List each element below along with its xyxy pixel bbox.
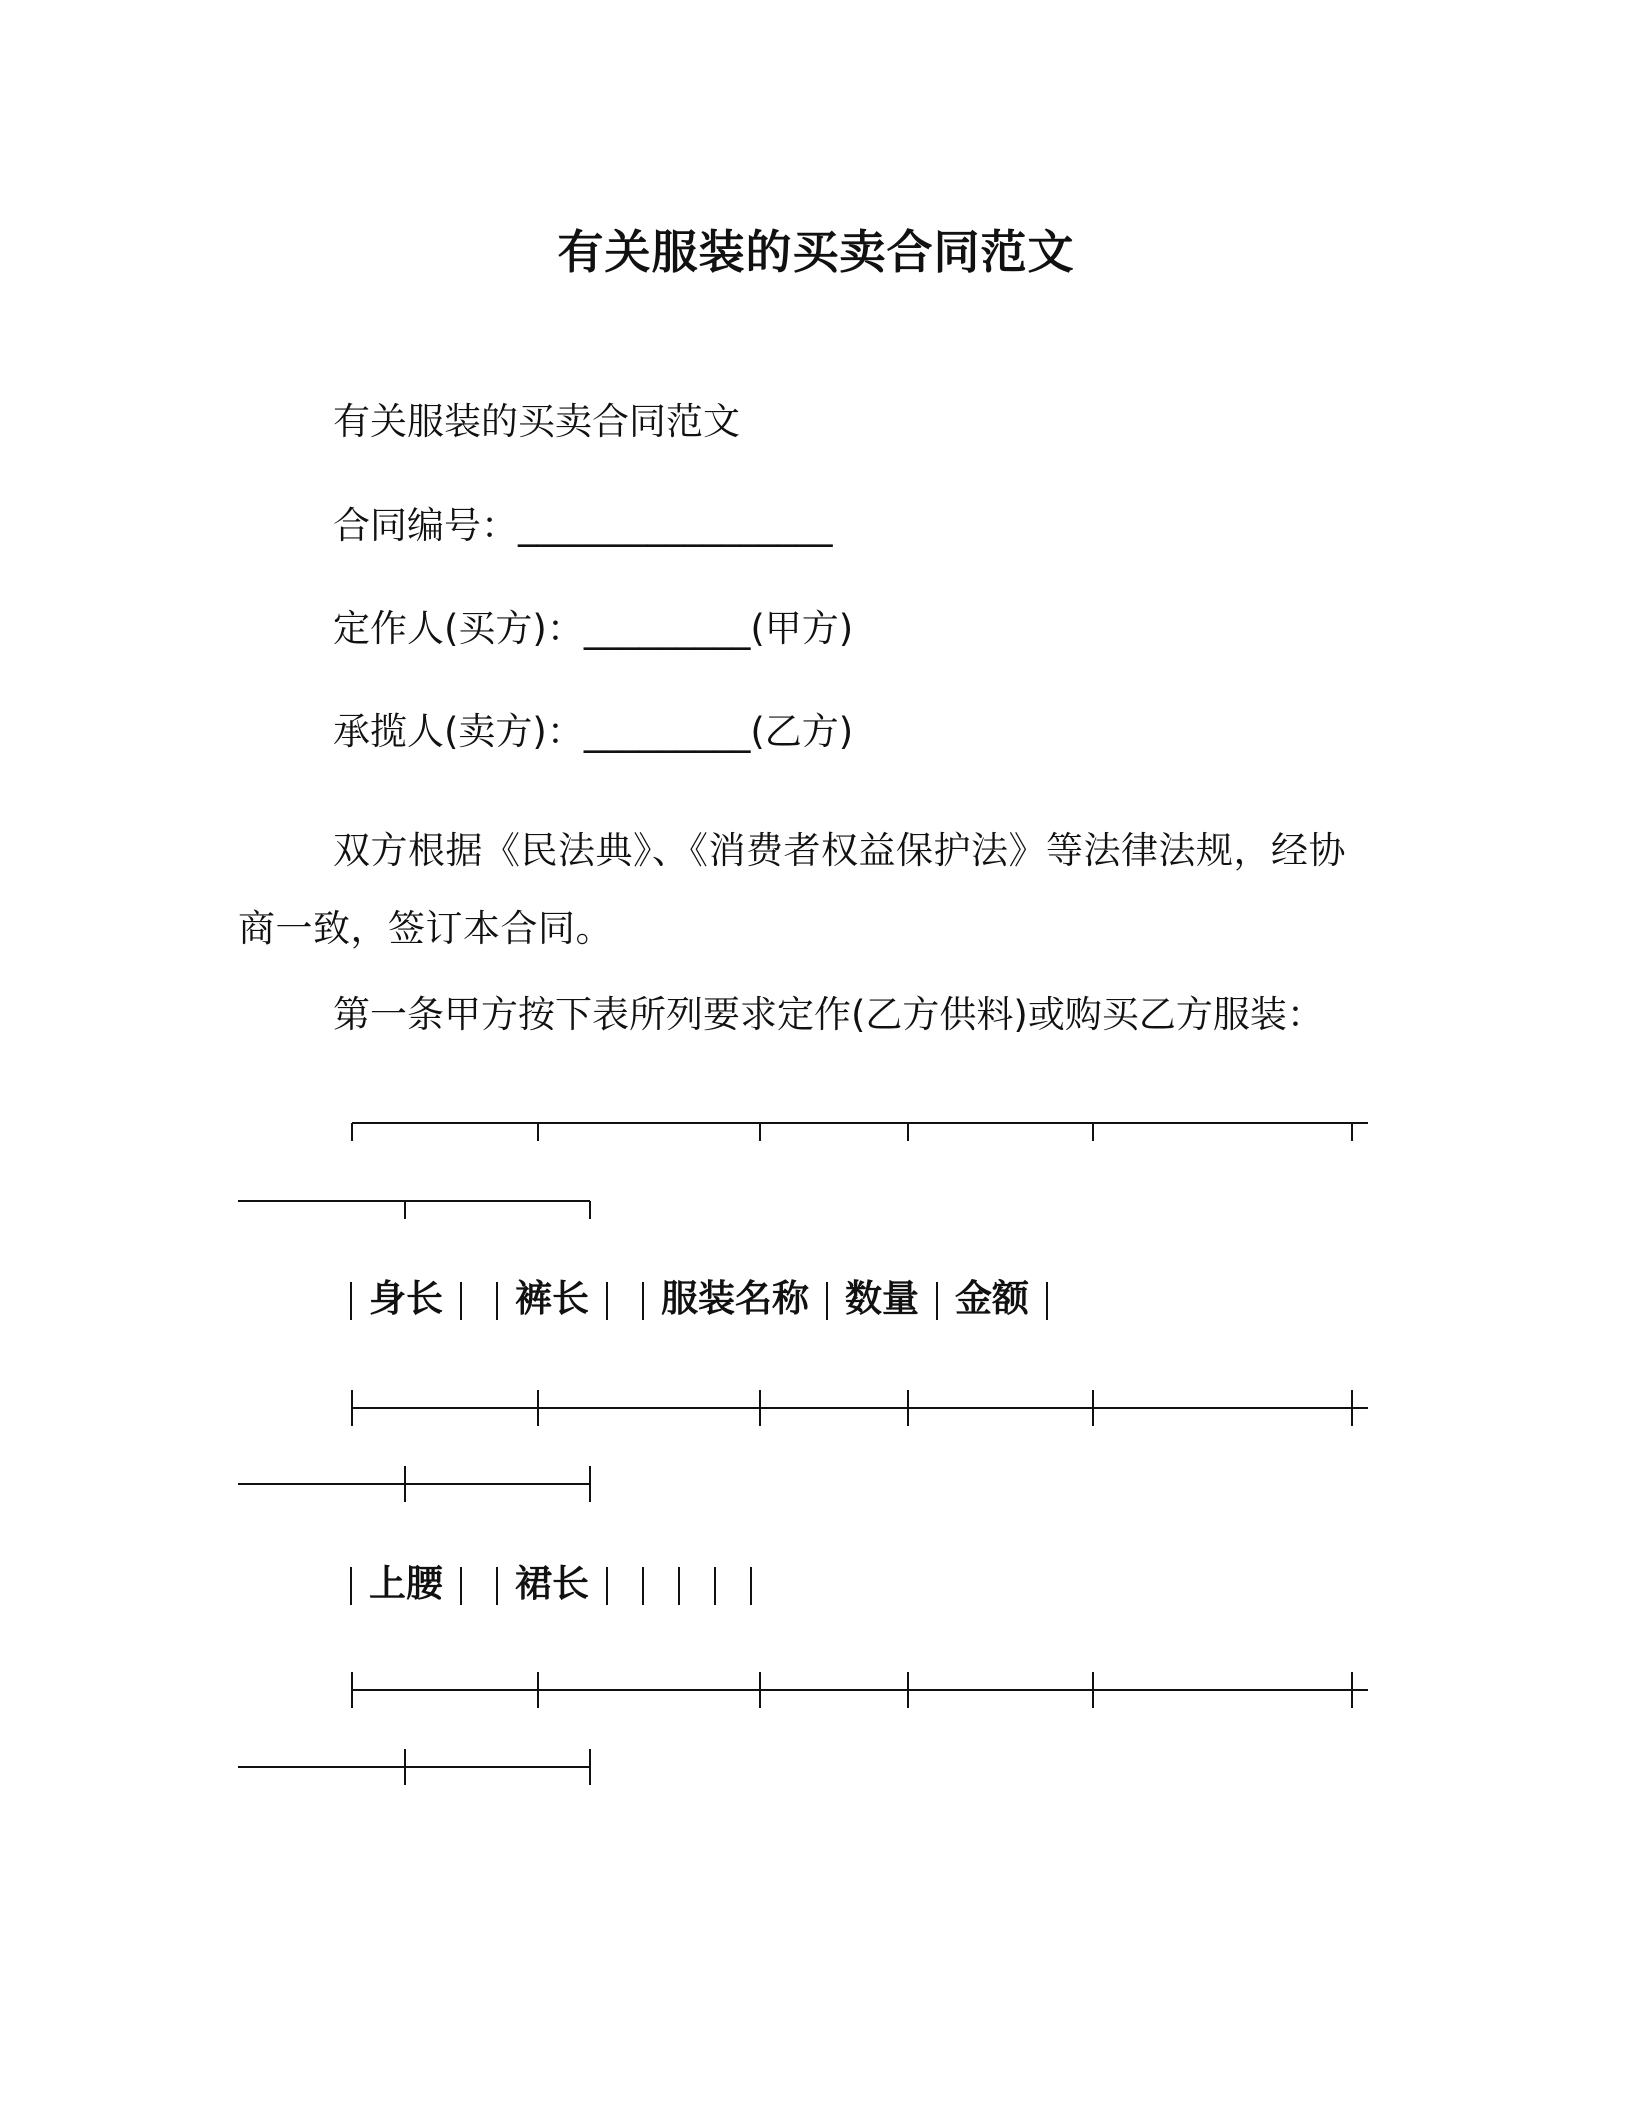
- document-subtitle: 有关服装的买卖合同范文: [333, 400, 740, 443]
- contract-number-label: 合同编号：: [333, 504, 518, 547]
- seller-line: [333, 707, 853, 757]
- cell-divider: [678, 1567, 680, 1605]
- intro-paragraph: 双方根据《民法典》、《消费者权益保护法》等法律法规，经协商一致，签订本合同。: [238, 829, 1346, 950]
- cell-divider: [714, 1567, 716, 1605]
- cell-divider: [460, 1567, 462, 1605]
- cell-divider: [350, 1567, 352, 1605]
- cell-divider: [1046, 1282, 1048, 1320]
- cell-divider: [496, 1282, 498, 1320]
- table-cell: 裙长: [515, 1562, 589, 1605]
- buyer-blank: _________: [583, 607, 751, 650]
- buyer-suffix: (甲方): [750, 607, 854, 650]
- table-row-2: [340, 1559, 769, 1609]
- table-cell: 金额: [955, 1277, 1029, 1320]
- cell-divider: [606, 1567, 608, 1605]
- cell-divider: [826, 1282, 828, 1320]
- buyer-line: [333, 604, 853, 654]
- table-row-1: [340, 1274, 1065, 1324]
- cell-divider: [750, 1567, 752, 1605]
- seller-label: 承揽人(卖方)：: [333, 710, 584, 753]
- seller-blank: _________: [583, 710, 751, 753]
- cell-divider: [642, 1282, 644, 1320]
- cell-divider: [460, 1282, 462, 1320]
- document-title: 有关服装的买卖合同范文: [557, 225, 1075, 279]
- article-1: 第一条甲方按下表所列要求定作(乙方供料)或购买乙方服装：: [333, 993, 1324, 1036]
- table-cell: 上腰: [369, 1562, 443, 1605]
- buyer-label: 定作人(买方)：: [333, 607, 584, 650]
- cell-divider: [936, 1282, 938, 1320]
- contract-number-blank: _________________: [518, 504, 833, 547]
- table-cell: 数量: [845, 1277, 919, 1320]
- contract-number-line: [333, 501, 833, 551]
- cell-divider: [606, 1282, 608, 1320]
- cell-divider: [642, 1567, 644, 1605]
- cell-divider: [496, 1567, 498, 1605]
- cell-divider: [350, 1282, 352, 1320]
- table-cell: 裤长: [515, 1277, 589, 1320]
- table-cell: 服装名称: [661, 1277, 809, 1320]
- seller-suffix: (乙方): [750, 710, 854, 753]
- table-cell: 身长: [369, 1277, 443, 1320]
